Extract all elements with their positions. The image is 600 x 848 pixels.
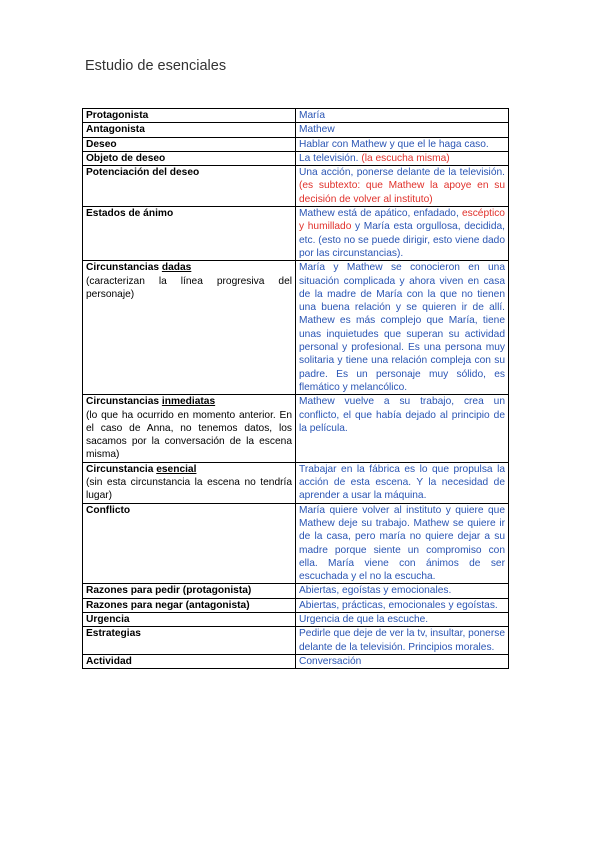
table-row xyxy=(83,612,509,626)
row-label: Antagonista xyxy=(83,123,296,137)
row-label: Urgencia xyxy=(83,612,296,626)
row-value: María quiere volver al instituto y quiere que Mathew deje su trabajo. Mathew se quiere ir de la casa, pero maría no quiere dejar a su madre porque siente un compromiso con ella. María viene con ánimos de ser escuchada y el no la escucha. xyxy=(296,503,509,584)
row-label: Potenciación del deseo xyxy=(83,166,296,207)
row-value xyxy=(296,166,509,207)
table-row xyxy=(83,261,509,395)
row-value xyxy=(296,207,509,261)
row-value: Mathew vuelve a su trabajo, crea un conflicto, el que había dejado al principio de la película. xyxy=(296,395,509,462)
row-value: María xyxy=(296,109,509,123)
value-highlight: (la escucha misma) xyxy=(361,152,450,164)
table-row xyxy=(83,627,509,655)
row-value: Urgencia de que la escuche. xyxy=(296,612,509,626)
row-value: María y Mathew se conocieron en una situación complicada y ahora viven en casa de la madre de María con la que no tienen una buena relación y se quieren ir de allí. Mathew es más complejo que María, tiene unas inquietudes que superan su actividad personal y profesional. Es una persona muy solitaria y tiene una relación compleja con su padre. Es un personaje muy sólido, es flemático y melancólico. xyxy=(296,261,509,395)
table-row xyxy=(83,503,509,584)
row-label: Objeto de deseo xyxy=(83,151,296,165)
value-highlight: (es subtexto: que Mathew la apoye en su decisión de volver al instituto) xyxy=(299,180,505,205)
table-row xyxy=(83,207,509,261)
table-row xyxy=(83,598,509,612)
row-value: Pedirle que deje de ver la tv, insultar, ponerse delante de la televisión. Principios morales. xyxy=(296,627,509,655)
row-label: Protagonista xyxy=(83,109,296,123)
row-value: Abiertas, egoístas y emocionales. xyxy=(296,584,509,598)
row-label xyxy=(83,462,296,503)
label-prefix: Circunstancias xyxy=(86,396,160,408)
table-row xyxy=(83,137,509,151)
row-label xyxy=(83,261,296,395)
value-text: Una acción, ponerse delante de la televisión. xyxy=(299,167,505,179)
value-text: y María esta orgullosa, decidida, etc. (esto no se puede dirigir, esto viene dado por las circunstancias). xyxy=(299,221,505,259)
row-label: Conflicto xyxy=(83,503,296,584)
row-label: Actividad xyxy=(83,654,296,668)
row-label: Deseo xyxy=(83,137,296,151)
row-label: Razones para pedir (protagonista) xyxy=(83,584,296,598)
table-row xyxy=(83,123,509,137)
label-prefix: Circunstancias xyxy=(86,262,160,274)
table-row xyxy=(83,462,509,503)
table-row xyxy=(83,584,509,598)
table-row xyxy=(83,151,509,165)
row-label: Razones para negar (antagonista) xyxy=(83,598,296,612)
row-label: Estados de ánimo xyxy=(83,207,296,261)
value-text: La televisión. xyxy=(299,152,359,164)
row-value: Conversación xyxy=(296,654,509,668)
row-value: Abiertas, prácticas, emocionales y egoístas. xyxy=(296,598,509,612)
row-value: Mathew xyxy=(296,123,509,137)
label-description: (caracterizan la línea progresiva del personaje) xyxy=(86,275,292,300)
table-row xyxy=(83,654,509,668)
value-text: Mathew está de apático, enfadado, xyxy=(299,208,459,220)
table-row xyxy=(83,109,509,123)
row-label: Estrategias xyxy=(83,627,296,655)
label-prefix: Circunstancia xyxy=(86,463,154,475)
label-description: (sin esta circunstancia la escena no tendría lugar) xyxy=(86,477,292,502)
label-underlined: inmediatas xyxy=(161,396,216,408)
value-highlight: escéptico y humillado xyxy=(299,208,505,233)
row-value: Hablar con Mathew y que el le haga caso. xyxy=(296,137,509,151)
essentials-table xyxy=(82,108,509,669)
table-row xyxy=(83,166,509,207)
row-value: Trabajar en la fábrica es lo que propulsa la acción de esta escena. Y la necesidad de aprender a usar la máquina. xyxy=(296,462,509,503)
row-value xyxy=(296,151,509,165)
label-description: (lo que ha ocurrido en momento anterior. En el caso de Anna, no tenemos datos, los sacamos por la conversación de la escena misma) xyxy=(86,409,292,461)
table-row xyxy=(83,395,509,462)
label-underlined: dadas xyxy=(161,262,192,274)
row-label xyxy=(83,395,296,462)
label-underlined: esencial xyxy=(156,463,197,475)
page-title: Estudio de esenciales xyxy=(85,58,227,74)
